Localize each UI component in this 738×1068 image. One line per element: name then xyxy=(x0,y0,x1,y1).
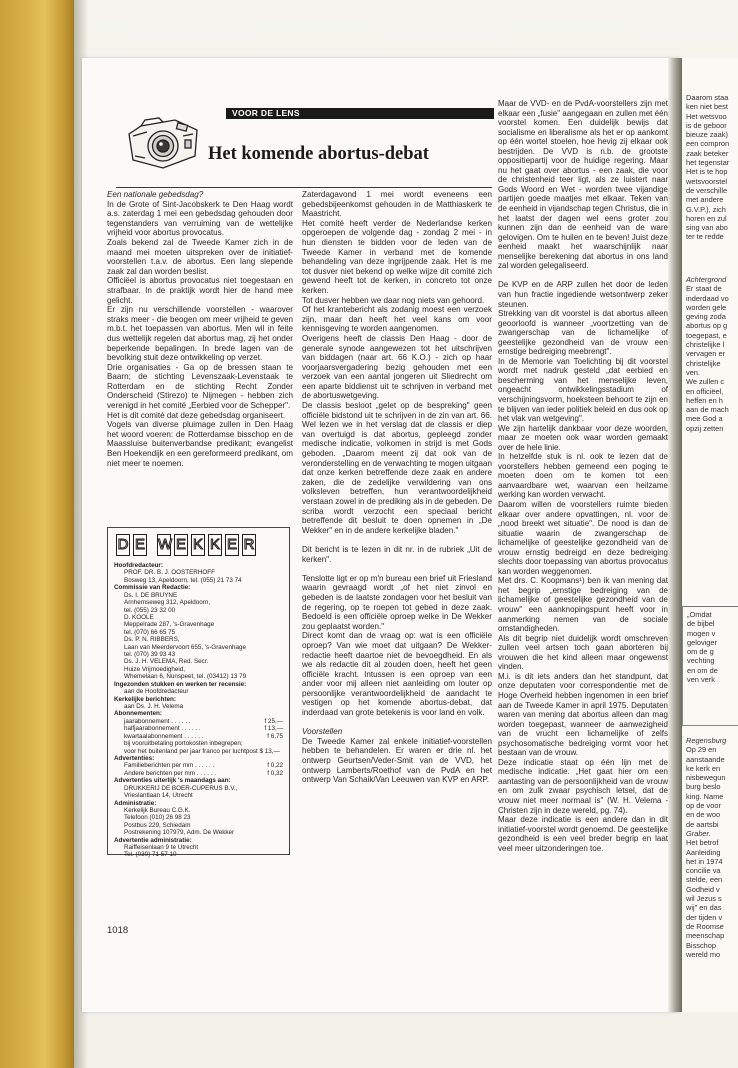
right-page-line: geving zoda xyxy=(686,312,726,322)
right-page-line: concilie va xyxy=(686,866,721,876)
article-title: Het komende abortus-debat xyxy=(208,144,429,164)
right-page-line: Daarom staa xyxy=(686,93,729,102)
paragraph: In de Grote of Sint-Jacobskerk te Den Haag wordt a.s. zaterdag 1 mei een gebedsdag gehouden door tegenstanders van verruiming van de wettelijke vrijheid voor abortus provocatus. xyxy=(107,199,293,238)
right-page-line: ke kerk en xyxy=(686,763,721,773)
colophon-line: Raiffeisenlaan 9 te Utrecht xyxy=(124,844,199,852)
colophon-price-label: jaarabonnement . . . . . . xyxy=(124,717,191,725)
right-page-line: ven verk xyxy=(687,675,715,685)
right-page-line: Het wetsvoo xyxy=(686,111,727,121)
paragraph: Het is dit comité dat deze gebedsdag organiseert. xyxy=(107,410,286,420)
right-page-bottom-text xyxy=(682,736,738,959)
paragraph-gap xyxy=(302,718,492,728)
colophon-line xyxy=(114,718,283,725)
section-header: VOOR DE LENS xyxy=(226,108,494,119)
colophon-price-label: Familieberichten per mm . . . . . . xyxy=(124,762,215,770)
subheading: Voorstellen xyxy=(302,727,343,737)
colophon-line: Kerkelijk Bureau C.G.K. xyxy=(124,806,191,814)
colophon-line: Huize Vrijmoedigheid, xyxy=(124,665,186,673)
masthead-letter: D xyxy=(116,534,130,556)
masthead-letter: K xyxy=(208,534,222,556)
colophon-line: aan Ds. J. H. Velema xyxy=(124,703,184,711)
colophon-line: Postrekening 107979, Adm. De Wekker xyxy=(124,829,235,837)
colophon-heading: Advertenties: xyxy=(114,754,155,762)
masthead-letter xyxy=(150,534,154,556)
right-page-line: Aanleiding xyxy=(686,847,721,857)
colophon-heading: Advertenties uiterlijk 's maandags aan: xyxy=(114,777,231,785)
colophon-line: aan de Hoofdredacteur xyxy=(124,688,189,696)
paragraph: Maar de VVD- en de PvdA-voorstellers zijn met elkaar een „fusie" aangegaan en zullen met één voorstel komen. Een duidelijk bewijs dat socialisme en liberalisme als het er op aankomt op één wortel stoelen, hoe hevig zij elkaar ook bestrijden. De VVD is n.b. de grootste oppositiepartij voor de huidige regering. Maar nu het gaat over abortus - een zaak, die voor de christenheid teer ligt, als ze luistert naar Gods Woord en Wet - worden twee vijandige partijen goede maatjes met elkaar. Teken van de eenheid in vijandschap tegen Christus, die in het laatst der dagen wel eens groter zou kunnen zijn dan de eenheid van de ware gelovigen. Om te huilen en te beven! Juist deze eenheid maakt het waarschijnlijk naar menselijke berekening dat abortus in ons land zal worden gelegaliseerd. xyxy=(498,99,668,271)
right-page-line: wij" en das xyxy=(686,903,722,913)
colophon-line: tel. (070) 66 65 75 xyxy=(124,628,176,636)
colophon-heading: Commissie van Redactie: xyxy=(114,584,191,592)
paragraph: Met drs. C. Koopmans¹) ben ik van mening dat het begrip „ernstige bedreiging van de lichamelijke of geestelijke gezondheid van de vrouw" een aanknopingspunt heeft voor in aanmerking nemen van de sociale omstandigheden. xyxy=(498,576,668,634)
paragraph: In de Memorie van Toelichting bij dit voorstel wordt met nadruk gesteld „dat eerbied en bescherming van het menselijke leven, ongeacht ontwikkelingsstadium of verschijningsvorm, hoeksteen behoort te zijn en te blijven van ieder politiek beleid en dus ook op het vlak van wetgeving". xyxy=(498,356,668,424)
right-page-line: horen en zul xyxy=(686,213,727,223)
colophon-line: Ds. I. DE BRUYNE xyxy=(124,591,178,599)
paragraph: Overigens heeft de classis Den Haag - door de generale synode aangewezen tot het uitschrijven van biddagen (naar art. 66 K.O.) - zich op haar voorjaarsvergadering bezig gehouden met een verzoek van een aantal jongeren uit Sliedrecht om een aparte biddienst uit te schrijven in verband met de abortuswetgeving. xyxy=(302,333,492,401)
right-page-line: bieuze zaak) xyxy=(686,130,728,140)
right-page-line: Het is te hop xyxy=(686,167,728,177)
colophon-heading: Advertentie administratie: xyxy=(114,836,192,844)
right-page-mid-text xyxy=(682,275,738,433)
paragraph: Als dit begrip niet duidelijk wordt omschreven zullen veel artsen toch gaan aborteren bij vrouwen die het kind alleen maar ongewenst vinden. xyxy=(498,633,668,672)
colophon-lines xyxy=(114,562,283,859)
colophon-line: PROF. DR. B. J. OOSTERHOFF xyxy=(124,569,215,577)
colophon-line: Tel. (030) 71 57 10 xyxy=(124,851,177,859)
paragraph: De Tweede Kamer zal enkele initiatief-voorstellen hebben te behandelen. Er waren er drie nl. het ontwerp Geurtsen/Veder-Smit van de VVD, het ontwerp Lamberts/Roethof van de PvdA en het ontwerp Van Schaik/Van Leeuwen van KVP en ARP. xyxy=(302,736,492,785)
masthead-letter: E xyxy=(225,534,239,556)
colophon-line xyxy=(114,725,283,732)
right-page xyxy=(682,58,738,1012)
colophon-line: DRUKKERIJ DE BOER-CUPERUS B.V., xyxy=(124,784,238,792)
colophon-line: tel. (070) 39 93 43 xyxy=(124,651,176,659)
paragraph: Tenslotte ligt er op m'n bureau een brief uit Friesland waarin gevraagd wordt „of het niet zinvol en gebeden is de laatste zondagen voor het besluit van de regering, op te roepen tot gebed in deze zaak. Bedoeld is een officiële oproep welke in De Wekker zou geplaatst worden." xyxy=(302,573,492,631)
right-page-line: mee God a xyxy=(686,414,723,424)
right-page-line: worden gele xyxy=(686,302,727,312)
right-page-line: ven. xyxy=(686,367,700,377)
right-page-line: het tegenstar xyxy=(686,158,730,168)
right-page-line: vechting xyxy=(687,656,715,666)
right-page-line: op de voor xyxy=(686,801,721,811)
masthead-logo xyxy=(116,534,283,556)
colophon-price-value: f 6,75 xyxy=(267,732,283,740)
paragraph: Maar deze indicatie is een andere dan in dit initiatief-voorstel wordt genoemd. De geestelijke gezondheid is een veel breder begrip en laat veel meer uitzonderingen toe. xyxy=(498,815,668,853)
masthead-letter: E xyxy=(133,534,147,556)
right-page-line: en officiëel, xyxy=(686,386,724,396)
masthead-letter: K xyxy=(191,534,205,556)
paragraph: Drie organisaties - Ga op de bressen staan te Baarn; de stichting Levenszaak-Levenstaak te Rotterdam en de stichting Recht Zonder Onderscheid (Stirezo) te Nijmegen - hebben zich verenigd in het comité „Eerbied voor de Schepper". xyxy=(107,362,293,411)
right-page-line: wetsvoorstel xyxy=(686,176,728,186)
colophon-price-value: f 25,— xyxy=(264,717,283,725)
colophon-line: Meppelrade 287, 's-Gravenhage xyxy=(124,621,215,629)
colophon-line xyxy=(114,733,283,740)
paragraph-gap xyxy=(302,535,492,545)
right-page-line: „Omdat xyxy=(687,610,712,619)
colophon-line: Arnhemseweg 312, Apeldoorn, xyxy=(124,599,211,607)
right-page-line: ken niet best xyxy=(686,102,728,112)
colophon-line xyxy=(114,770,283,777)
colophon-line: Telefoon (010) 26 98 23 xyxy=(124,814,191,822)
title-rule xyxy=(116,187,492,188)
right-page-line: en om de xyxy=(687,665,718,675)
colophon-price-value: f 13,— xyxy=(264,725,283,733)
right-page-line: mogen v xyxy=(687,628,716,638)
right-page-line: opzij zetten xyxy=(686,423,724,433)
colophon-line: Postbus 229, Schiedam xyxy=(124,821,191,829)
colophon-line: tel. (055) 23 32 00 xyxy=(124,606,176,614)
right-page-line: aanstaande xyxy=(686,754,725,764)
colophon-price-label: halfjaarabonnement . . . . . . xyxy=(124,725,201,733)
colophon-price-label: kwartaalabonnement . . . . . . xyxy=(124,732,204,740)
right-page-line: aan de mach xyxy=(686,405,729,415)
right-page-line: king. Name xyxy=(686,791,724,801)
right-page-line: vervagen er xyxy=(686,349,726,359)
right-page-line: G.V.P.), zich xyxy=(686,204,726,214)
article-column-2 xyxy=(302,190,492,785)
colophon-price-value: f 0,32 xyxy=(267,769,283,777)
right-page-line: wil Jezus s xyxy=(686,894,722,904)
right-page-line: met andere xyxy=(686,195,724,205)
colophon-price-label: Andere berichten per mm . . . . . . xyxy=(124,769,217,777)
right-page-line: en de woo xyxy=(686,810,721,820)
colophon-line: Ds. P. N. RIBBERS, xyxy=(124,636,180,644)
right-page-line: het in 1974 xyxy=(686,856,723,866)
colophon-price-value: f 0,22 xyxy=(267,762,283,770)
colophon-line: bij vooruitbetaling portokosten inbegrepen; xyxy=(124,740,243,748)
right-page-line: de Roomse xyxy=(686,921,724,931)
right-page-top-text xyxy=(682,93,738,242)
colophon-line: voor het buitenland per jaar franco per luchtpost $ 13,— xyxy=(124,747,280,755)
right-page-line: Er staat de xyxy=(686,284,722,294)
paragraph: Het comité heeft verder de Nederlandse kerken opgeroepen de volgende dag - zondag 2 mei - in hun diensten te bidden voor de leden van de Tweede Kamer in verband met de komende behandeling van deze ingrijpende zaak. Het is me tot dusver niet bekend op welke wijze dit comité zich gewend heeft tot de kerken, in concreto tot onze kerken. xyxy=(302,218,492,295)
right-page-line: Op 29 en xyxy=(686,745,717,755)
right-page-line: We zullen c xyxy=(686,377,725,387)
right-page-line: om de g xyxy=(687,647,714,657)
paragraph: Zoals bekend zal de Tweede Kamer zich in de maand mei moeten uitspreken over de initiatief-voorstellen t.a.v. de abortus. Een lang slepende zaak zal dan worden beslist. xyxy=(107,237,293,276)
paragraph: Daarom willen de voorstellers ruimte bieden elkaar over andere opvattingen, nl. voor de „nood breekt wet situatie". De nood is dan de situatie waarin de zwangerschap de lichamelijke of geestelijke gezondheid van de vrouw ernstig bedreigd en deze bedreiging slechts door toepassing van abortus provocatus kan worden weggenomen. xyxy=(498,500,668,576)
right-page-line: de aartsbi xyxy=(686,819,719,829)
camera-icon xyxy=(123,112,207,174)
right-page-heading: Graber. xyxy=(686,828,711,838)
binder-spine xyxy=(0,0,74,1068)
masthead-letter: W xyxy=(157,534,171,556)
paragraph: Tot dusver hebben we daar nog niets van gehoord. xyxy=(302,295,485,305)
paragraph: De classis besloot „gelet op de bespreking" geen officiële bidstond uit te schrijven in de zin van art. 66. Wel lezen we in het verslag dat de classis er diep van overtuigd is dat abortus, gepleegd zonder medische indicatie, volkomen in strijd is met Gods geboden. „Daarom meent zij dat ook van de veronderstelling en de verwachting te mogen uitgaan dat onze kerken betreffende deze zaak en andere zaken, die de zedelijke verwildering van ons volksleven betreffen, hun verantwoordelijkheid verstaan zowel in de prediking als in de gebeden. De scriba wordt verzocht een speciaal bericht betreffende dit besluit te doen opnemen in „De Wekker" en in de andere kerkelijke bladen." xyxy=(302,401,492,535)
colophon-heading: Kerkelijke berichten: xyxy=(114,695,176,703)
colophon-line: Bosweg 13, Apeldoorn, tel. (055) 21 73 74 xyxy=(124,576,242,584)
right-page-line: ter te redde xyxy=(686,232,724,242)
colophon-heading: Hoofdredacteur: xyxy=(114,562,163,569)
colophon-heading: Abonnementen: xyxy=(114,710,162,718)
colophon-line: D. KOOLE xyxy=(124,613,154,621)
page-gutter xyxy=(668,58,682,1012)
paragraph-gap xyxy=(302,564,492,574)
right-page-line: sing van abo xyxy=(686,223,728,233)
right-page-heading: Regensburg xyxy=(686,736,727,745)
colophon-line: Vrieslantlaan 14, Utrecht xyxy=(124,792,193,800)
right-page-line: abortus op g xyxy=(686,321,728,331)
paragraph: Officiëel is abortus provocatus niet toegestaan en strafbaar. In de praktijk wordt hier de hand mee gelicht. xyxy=(107,276,293,305)
right-page-line: der tijden v xyxy=(686,912,723,922)
colophon-line: Whemelaan 6, Nunspeet, tel. (03412) 13 79 xyxy=(124,673,247,681)
right-page-line: inderdaad vo xyxy=(686,293,729,303)
right-page-line: geloviger xyxy=(687,637,717,647)
paragraph: We zijn hartelijk dankbaar voor deze woorden, maar ze moeten ook waar worden gemaakt over de hele linie. xyxy=(498,423,668,452)
colophon-heading: Ingezonden stukken en werken ter recensie: xyxy=(114,680,247,688)
right-page-line: zaak beteker xyxy=(686,148,729,158)
paragraph: De KVP en de ARP zullen het door de leden van hun fractie ingediende wetsontwerp zeker steunen. xyxy=(498,280,668,309)
right-page-line: is de geboor xyxy=(686,120,727,130)
colophon-line: Ds. J. H. VELEMA, Red. Secr. xyxy=(124,658,209,666)
right-page-line: burg beslo xyxy=(686,782,721,792)
right-page-line: toegepast, e xyxy=(686,330,727,340)
paragraph: Vogels van diverse pluimage zullen in Den Haag het woord voeren: de Rotterdamse bisschop en de Maassluise buitenverbandse predikant; evangelist Ben Hoekendijk en een gereformeerd predikant, om niet meer te noemen. xyxy=(107,420,293,468)
subheading: Een nationale gebedsdag? xyxy=(107,190,204,199)
paragraph: Direct komt dan de vraag op: wat is een officiële oproep? Van wie moet dat uitgaan? De Wekker-redactie heeft daartoe niet de bevoegdheid. En als we als redactie dit al zouden doen, heeft het geen officiële kracht. Intussen is een oproep van een ander voor mij alleen niet aanleiding om louter op persoonlijke verantwoordelijkheid de aandacht te vestigen op het komende abortus-debat, dat inderdaad van grote betekenis is voor land en volk. xyxy=(302,631,492,718)
paragraph: Dit bericht is te lezen in dit nr. in de rubriek „Uit de kerken". xyxy=(302,544,492,564)
article-column-1 xyxy=(107,190,293,468)
colophon-line: Laan van Meerdervoort 655, 's-Gravenhage xyxy=(124,643,246,651)
paragraph: Er zijn nu verschillende voorstellen - waarover straks meer - die beogen om meer vrijheid te geven m.b.t. het toepassen van abortus. Men wil in feite dus wettelijk regelen dat abortus mag, zij het onder beperkende bepalingen. In brede lagen van de bevolking stuit deze ontwikkeling op verzet. xyxy=(107,305,293,363)
paragraph-gap xyxy=(498,271,668,281)
right-page-quote-box xyxy=(682,606,738,726)
colophon-heading: Administratie: xyxy=(114,799,157,807)
paragraph: Of het krantebericht als zodanig moest een verzoek zijn, maar dan heeft het veel kans om voor kennisgeving te worden aangenomen. xyxy=(302,305,492,334)
right-page-line: de verschille xyxy=(686,185,728,195)
article-column-3 xyxy=(498,99,668,853)
right-page-line: een compron xyxy=(686,139,730,149)
right-page-quote-text xyxy=(683,607,738,684)
colophon-box xyxy=(107,527,290,859)
right-page-line: Godheid v xyxy=(686,884,720,894)
paragraph: In hetzelfde stuk is nl. ook te lezen dat de voorstellers hebben gemeend een poging te moeten doen om te komen tot een aanvaardbare wet, waarvan een heilzame werking kan worden verwacht. xyxy=(498,452,668,500)
right-page-line: stelde, een xyxy=(686,875,723,885)
right-page-line: meenschap xyxy=(686,931,725,941)
right-page-line: wereld mo xyxy=(686,949,721,959)
masthead-letter: E xyxy=(174,534,188,556)
right-page-line: heffen en h xyxy=(686,395,723,405)
right-page-line: nisbewegun xyxy=(686,773,726,783)
colophon-line xyxy=(114,762,283,769)
masthead-letter: R xyxy=(242,534,256,556)
paragraph: Deze indicatie staat op één lijn met de medische indicatie. „Het gaat hier om een aantasting van de persoonlijkheid van de vrouw en om zulk zwaar psychisch letsel, dat de vrouw niet meer normaal is" (W. H. Velema - Christen zijn in deze wereld, pg. 74). xyxy=(498,757,668,815)
right-page-line: christelijke l xyxy=(686,340,725,350)
page-number: 1018 xyxy=(107,925,129,936)
right-page-line: de bijbel xyxy=(687,619,715,629)
right-page-line: Het betrof xyxy=(686,838,719,848)
paragraph: Zaterdagavond 1 mei wordt eveneens een gebedsbijeenkomst gehouden in de Matthiaskerk te Maastricht. xyxy=(302,190,492,219)
right-page-line: Bisschop xyxy=(686,940,716,950)
right-page-heading: Achtergrond xyxy=(686,275,727,284)
paragraph: Strekking van dit voorstel is dat abortus alleen geoorloofd is wanneer „voortzetting van de zwangerschap van de lichamelijke of geestelijke gezondheid van de vrouw een ernstige bedreiging meebrengt". xyxy=(498,309,668,357)
paragraph: M.i. is dit iets anders dan het standpunt, dat onze deputaten voor correspondentie met de Hoge Overheid hebben ingenomen in een brief aan de Tweede Kamer in april 1975. Deputaten waren van mening dat abortus alleen dan mag worden toegepast, wanneer de aanwezigheid van de vrucht een lichamelijke of zelfs psychosomatische bedreiging vormt voor het bestaan van de vrouw. xyxy=(498,671,668,758)
right-page-line: christelijke xyxy=(686,358,721,368)
